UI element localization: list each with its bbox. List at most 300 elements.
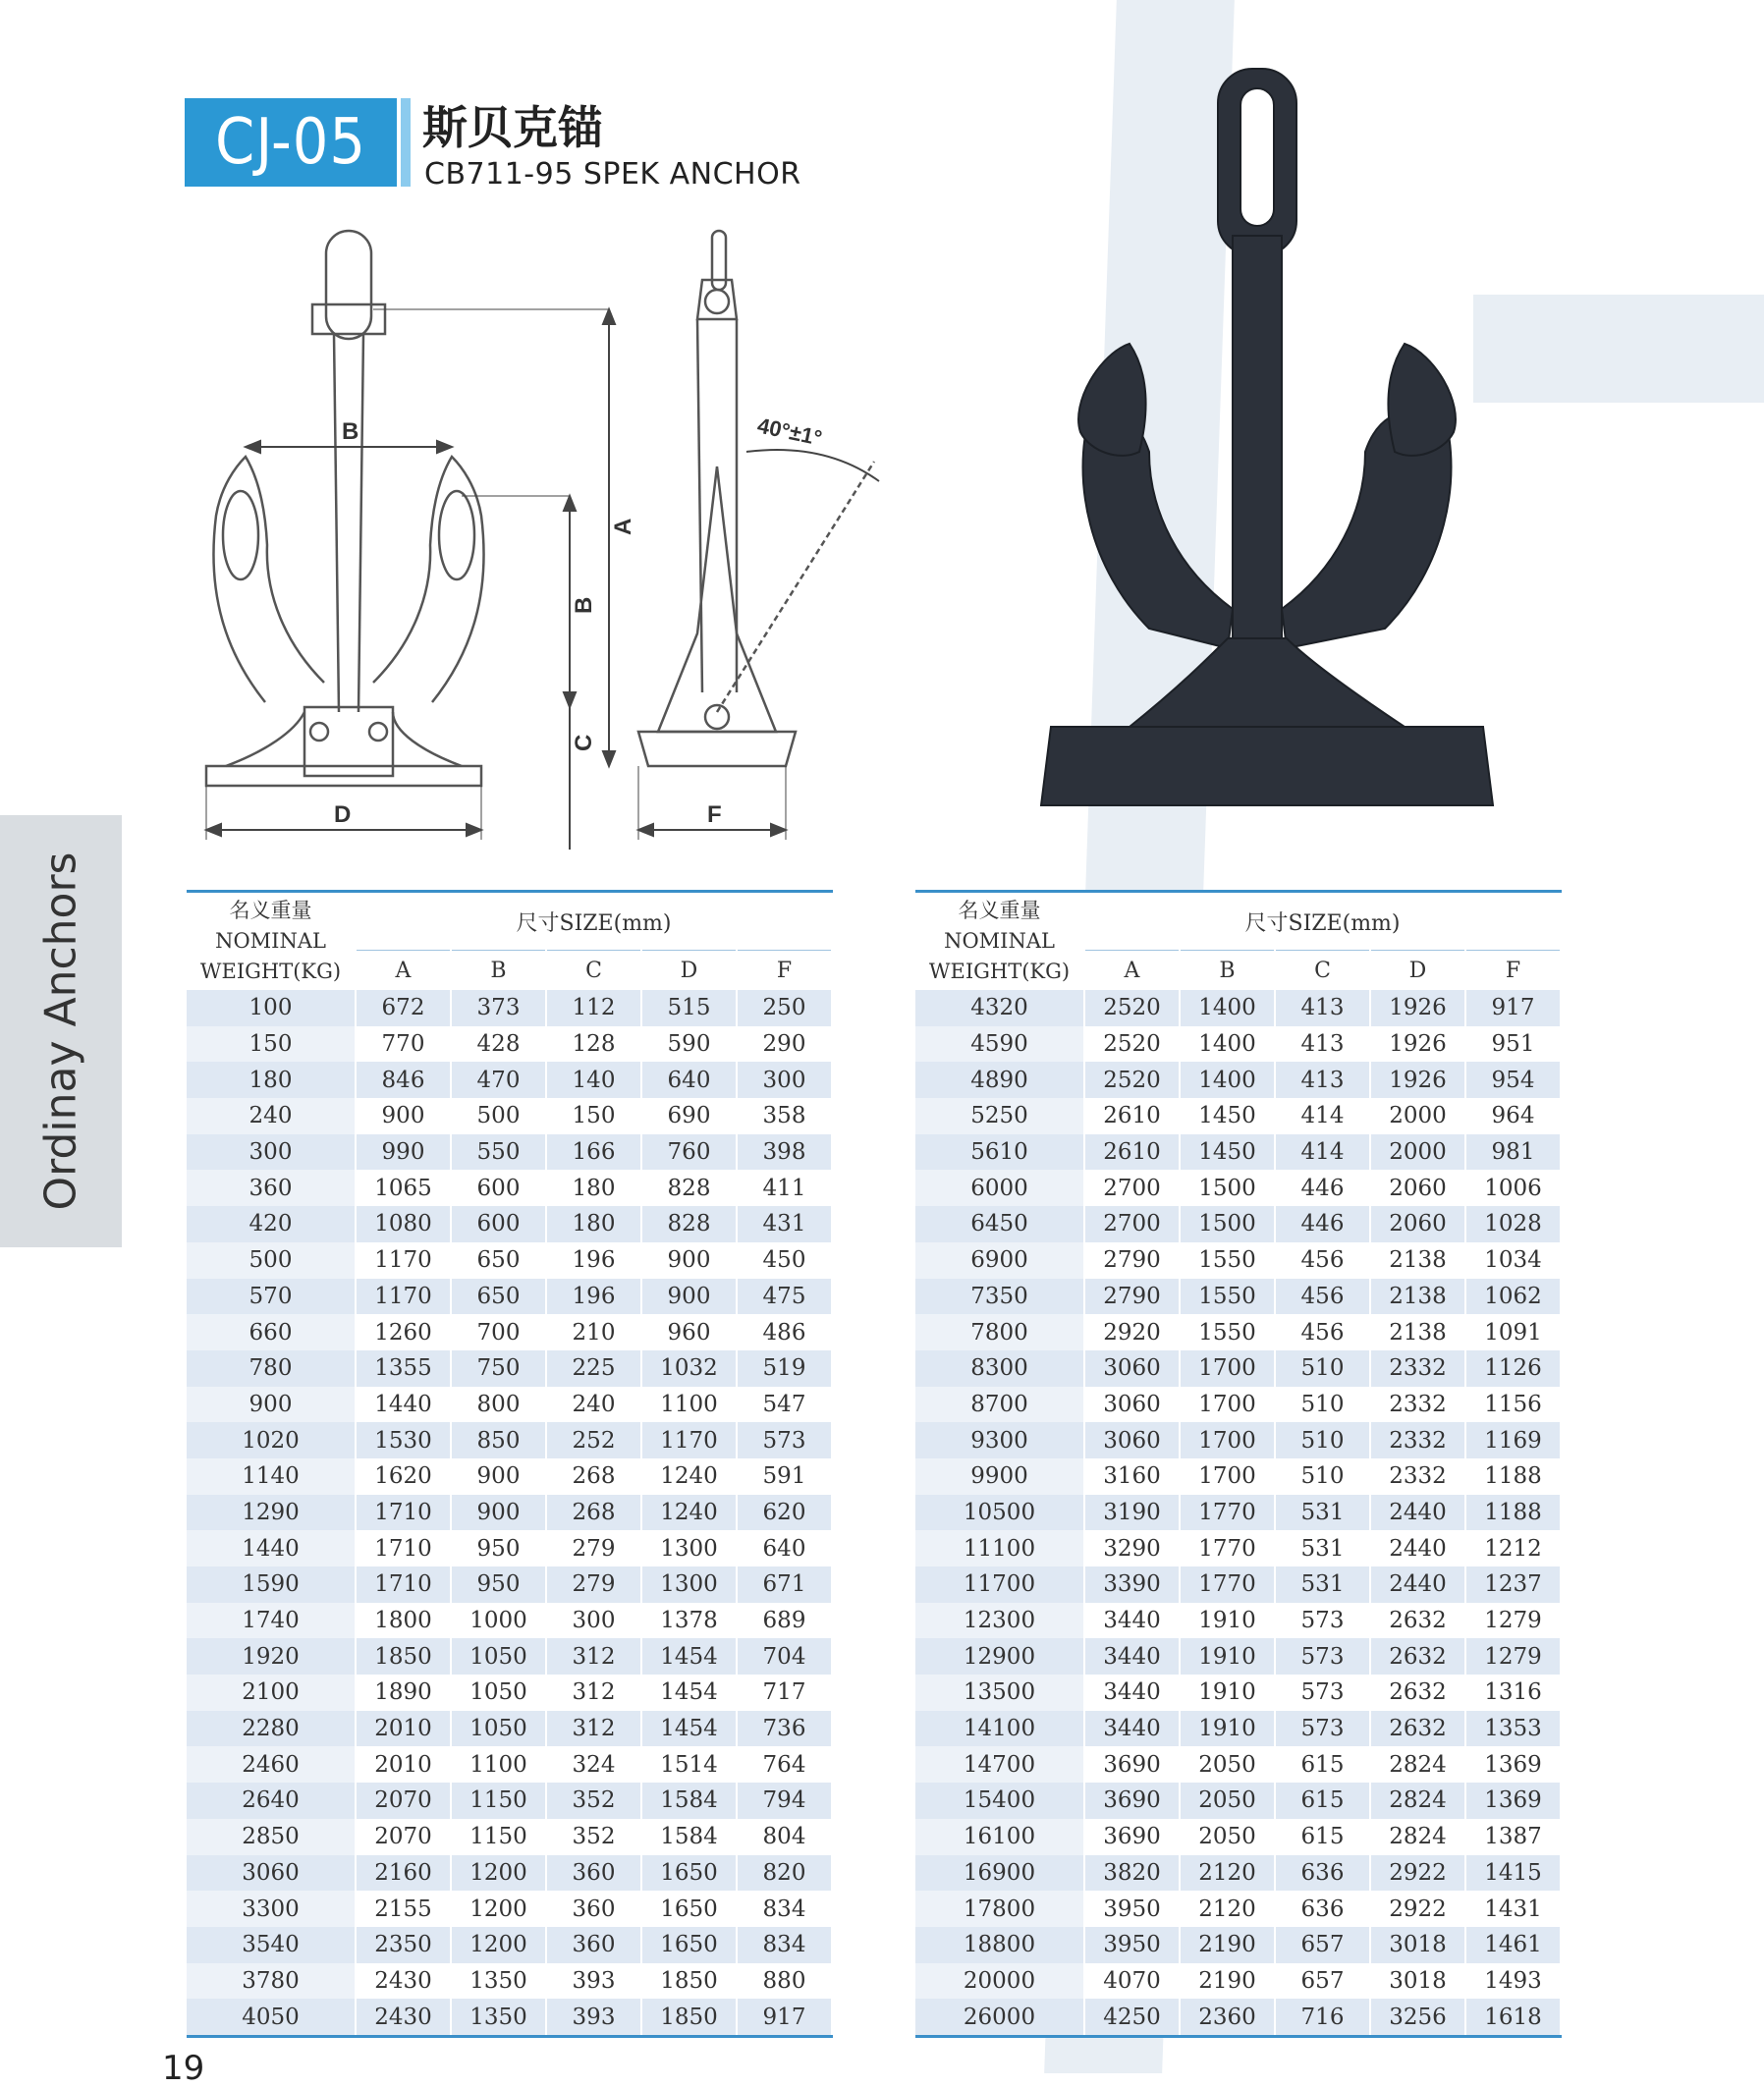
size-cell: 3290 [1084, 1530, 1180, 1566]
size-cell: 1353 [1465, 1711, 1561, 1747]
photo-shackle-hole [1240, 88, 1274, 226]
size-cell: 764 [737, 1746, 832, 1783]
size-cell: 2070 [356, 1819, 451, 1855]
side-tab-label: Ordinay Anchors [35, 852, 86, 1211]
size-cell: 1150 [451, 1819, 546, 1855]
table-row [187, 1711, 832, 1747]
size-cell: 2332 [1370, 1422, 1465, 1458]
size-cell: 615 [1275, 1819, 1370, 1855]
size-cell: 690 [641, 1098, 737, 1134]
size-cell: 166 [546, 1134, 641, 1171]
size-cell: 671 [737, 1566, 832, 1603]
size-cell: 1050 [451, 1675, 546, 1711]
size-cell: 1850 [641, 1963, 737, 2000]
size-cell: 1378 [641, 1603, 737, 1639]
size-cell: 470 [451, 1062, 546, 1098]
size-cell: 828 [641, 1206, 737, 1242]
size-cell: 312 [546, 1675, 641, 1711]
size-cell: 1700 [1180, 1350, 1275, 1387]
label-b-side: B [571, 596, 597, 614]
weight-cell: 4890 [915, 1062, 1084, 1098]
size-cell: 2050 [1180, 1746, 1275, 1783]
photo-fluke-right [1388, 344, 1456, 456]
size-cell: 1650 [641, 1855, 737, 1892]
size-cell: 2138 [1370, 1242, 1465, 1279]
weight-cell: 9300 [915, 1422, 1084, 1458]
size-cell: 547 [737, 1387, 832, 1423]
table-row [187, 1746, 832, 1783]
side-shank-left [697, 319, 702, 692]
size-cell: 1910 [1180, 1711, 1275, 1747]
size-cell: 3440 [1084, 1638, 1180, 1675]
table-row [915, 1566, 1561, 1603]
size-cell: 900 [356, 1098, 451, 1134]
label-a: A [610, 518, 636, 535]
size-cell: 615 [1275, 1783, 1370, 1819]
size-cell: 2190 [1180, 1963, 1275, 2000]
size-cell: 1618 [1465, 1999, 1561, 2036]
size-cell: 279 [546, 1530, 641, 1566]
weight-cell: 420 [187, 1206, 356, 1242]
weight-cell: 300 [187, 1134, 356, 1171]
size-cell: 2632 [1370, 1603, 1465, 1639]
size-cell: 1700 [1180, 1422, 1275, 1458]
size-cell: 834 [737, 1927, 832, 1963]
table-row [915, 1530, 1561, 1566]
size-cell: 1170 [356, 1242, 451, 1279]
column-header-d: D [1370, 951, 1465, 991]
side-tab [0, 815, 122, 1247]
weight-header [915, 892, 1084, 991]
size-cell: 917 [1465, 990, 1561, 1026]
size-cell: 1300 [641, 1530, 737, 1566]
table-row [187, 1963, 832, 2000]
size-cell: 1200 [451, 1855, 546, 1892]
size-cell: 2520 [1084, 1026, 1180, 1063]
size-cell: 1369 [1465, 1783, 1561, 1819]
size-cell: 1188 [1465, 1458, 1561, 1495]
size-cell: 2120 [1180, 1855, 1275, 1892]
size-cell: 268 [546, 1458, 641, 1495]
size-cell: 573 [1275, 1711, 1370, 1747]
size-cell: 636 [1275, 1855, 1370, 1892]
weight-cell: 1140 [187, 1458, 356, 1495]
weight-cell: 4050 [187, 1999, 356, 2036]
size-cell: 373 [451, 990, 546, 1026]
size-cell: 393 [546, 1999, 641, 2036]
weight-cell: 7800 [915, 1314, 1084, 1350]
table-row [187, 1783, 832, 1819]
size-cell: 716 [1275, 1999, 1370, 2036]
weight-cell: 240 [187, 1098, 356, 1134]
size-cell: 398 [737, 1134, 832, 1171]
front-base-curve-left [226, 712, 304, 766]
size-cell: 2610 [1084, 1098, 1180, 1134]
table-row [187, 1927, 832, 1963]
weight-cell: 11700 [915, 1566, 1084, 1603]
size-cell: 900 [451, 1495, 546, 1531]
size-cell: 2920 [1084, 1314, 1180, 1350]
size-cell: 2050 [1180, 1783, 1275, 1819]
size-cell: 360 [546, 1927, 641, 1963]
product-code-badge: CJ-05 [185, 98, 397, 187]
size-cell: 550 [451, 1134, 546, 1171]
size-cell: 1770 [1180, 1530, 1275, 1566]
weight-cell: 2460 [187, 1746, 356, 1783]
size-cell: 515 [641, 990, 737, 1026]
table-row [187, 1134, 832, 1171]
size-cell: 1650 [641, 1891, 737, 1927]
spec-table-right [915, 890, 1562, 2038]
photo-base [1041, 727, 1493, 805]
size-cell: 1240 [641, 1495, 737, 1531]
table-row [915, 1279, 1561, 1315]
size-cell: 510 [1275, 1422, 1370, 1458]
size-cell: 820 [737, 1855, 832, 1892]
weight-cell: 1290 [187, 1495, 356, 1531]
table-row [187, 1999, 832, 2036]
size-cell: 2700 [1084, 1170, 1180, 1206]
size-cell: 1400 [1180, 1062, 1275, 1098]
size-cell: 846 [356, 1062, 451, 1098]
weight-cell: 2640 [187, 1783, 356, 1819]
size-cell: 150 [546, 1098, 641, 1134]
table-row [187, 1422, 832, 1458]
size-cell: 850 [451, 1422, 546, 1458]
table-row [187, 1675, 832, 1711]
size-cell: 531 [1275, 1495, 1370, 1531]
size-header: 尺寸SIZE(mm) [356, 892, 832, 951]
size-cell: 428 [451, 1026, 546, 1063]
size-cell: 1550 [1180, 1242, 1275, 1279]
page-number: 19 [162, 2049, 205, 2088]
size-cell: 1514 [641, 1746, 737, 1783]
size-cell: 1150 [451, 1783, 546, 1819]
size-cell: 1350 [451, 1963, 546, 2000]
size-cell: 1050 [451, 1711, 546, 1747]
column-header-c: C [546, 951, 641, 991]
size-cell: 917 [737, 1999, 832, 2036]
table-row [915, 1314, 1561, 1350]
size-cell: 360 [546, 1855, 641, 1892]
size-cell: 1170 [356, 1279, 451, 1315]
size-cell: 1850 [356, 1638, 451, 1675]
column-header-b: B [1180, 951, 1275, 991]
size-cell: 600 [451, 1170, 546, 1206]
column-header-c: C [1275, 951, 1370, 991]
size-cell: 1910 [1180, 1603, 1275, 1639]
size-cell: 2070 [356, 1783, 451, 1819]
size-cell: 1910 [1180, 1638, 1275, 1675]
size-cell: 531 [1275, 1566, 1370, 1603]
weight-cell: 1920 [187, 1638, 356, 1675]
table-row [915, 1927, 1561, 1963]
label-f: F [707, 801, 722, 828]
size-cell: 2440 [1370, 1566, 1465, 1603]
weight-cell: 660 [187, 1314, 356, 1350]
size-header: 尺寸SIZE(mm) [1084, 892, 1561, 951]
front-shackle [326, 231, 371, 339]
weight-header [187, 892, 356, 991]
size-cell: 1091 [1465, 1314, 1561, 1350]
size-cell: 2190 [1180, 1927, 1275, 1963]
dim-angle-arc [746, 450, 879, 481]
size-cell: 834 [737, 1891, 832, 1927]
size-cell: 2350 [356, 1927, 451, 1963]
table-row [915, 1819, 1561, 1855]
weight-cell: 8300 [915, 1350, 1084, 1387]
size-cell: 3440 [1084, 1675, 1180, 1711]
size-cell: 413 [1275, 1062, 1370, 1098]
size-cell: 636 [1275, 1891, 1370, 1927]
table-row [187, 1206, 832, 1242]
size-cell: 2700 [1084, 1206, 1180, 1242]
size-cell: 1400 [1180, 1026, 1275, 1063]
size-cell: 4250 [1084, 1999, 1180, 2036]
size-cell: 2790 [1084, 1279, 1180, 1315]
size-cell: 500 [451, 1098, 546, 1134]
weight-header-en2: WEIGHT(KG) [199, 960, 342, 983]
column-header-d: D [641, 951, 737, 991]
side-angle-line [717, 462, 874, 712]
table-row [915, 1891, 1561, 1927]
size-cell: 900 [451, 1458, 546, 1495]
photo-fluke-left [1078, 344, 1146, 456]
size-cell: 990 [356, 1134, 451, 1171]
weight-cell: 26000 [915, 1999, 1084, 2036]
weight-cell: 570 [187, 1279, 356, 1315]
label-b-top: B [342, 418, 359, 445]
size-cell: 413 [1275, 990, 1370, 1026]
front-arm-left [213, 457, 324, 702]
table-row [915, 1675, 1561, 1711]
size-cell: 1212 [1465, 1530, 1561, 1566]
anchor-photo [1031, 59, 1503, 825]
weight-cell: 18800 [915, 1927, 1084, 1963]
size-cell: 1034 [1465, 1242, 1561, 1279]
table-row [187, 1350, 832, 1387]
column-header-f: F [737, 951, 832, 991]
size-cell: 519 [737, 1350, 832, 1387]
size-cell: 717 [737, 1675, 832, 1711]
table-row [915, 1387, 1561, 1423]
size-cell: 640 [641, 1062, 737, 1098]
size-cell: 2332 [1370, 1350, 1465, 1387]
size-cell: 360 [546, 1891, 641, 1927]
front-shank-right [358, 334, 363, 712]
table-row [187, 1530, 832, 1566]
size-cell: 3690 [1084, 1783, 1180, 1819]
table-row [187, 1279, 832, 1315]
label-c: C [571, 734, 597, 751]
weight-cell: 900 [187, 1387, 356, 1423]
weight-cell: 6900 [915, 1242, 1084, 1279]
size-cell: 2360 [1180, 1999, 1275, 2036]
size-cell: 3440 [1084, 1603, 1180, 1639]
table-row [915, 1062, 1561, 1098]
size-cell: 510 [1275, 1387, 1370, 1423]
size-cell: 2332 [1370, 1387, 1465, 1423]
table-row [915, 1495, 1561, 1531]
weight-cell: 20000 [915, 1963, 1084, 2000]
table-row [915, 1999, 1561, 2036]
size-cell: 1387 [1465, 1819, 1561, 1855]
size-cell: 446 [1275, 1206, 1370, 1242]
background-shape [1473, 295, 1764, 403]
size-cell: 358 [737, 1098, 832, 1134]
weight-header-en2: WEIGHT(KG) [928, 960, 1071, 983]
size-cell: 486 [737, 1314, 832, 1350]
table-row [915, 1746, 1561, 1783]
table-row [187, 1170, 832, 1206]
weight-header-cn: 名义重量 [229, 899, 312, 922]
table-row [915, 1422, 1561, 1458]
size-cell: 1300 [641, 1566, 737, 1603]
size-cell: 2632 [1370, 1711, 1465, 1747]
weight-cell: 7350 [915, 1279, 1084, 1315]
size-cell: 112 [546, 990, 641, 1026]
product-title-en: CB711-95 SPEK ANCHOR [424, 157, 801, 192]
size-cell: 3060 [1084, 1350, 1180, 1387]
label-d: D [334, 801, 352, 828]
size-cell: 3440 [1084, 1711, 1180, 1747]
front-base-curve-right [393, 712, 462, 766]
weight-cell: 9900 [915, 1458, 1084, 1495]
side-shank-eye [705, 290, 729, 313]
size-cell: 1770 [1180, 1566, 1275, 1603]
size-cell: 590 [641, 1026, 737, 1063]
size-cell: 1461 [1465, 1927, 1561, 1963]
size-cell: 431 [737, 1206, 832, 1242]
size-cell: 414 [1275, 1098, 1370, 1134]
table-row [187, 1242, 832, 1279]
size-cell: 1062 [1465, 1279, 1561, 1315]
weight-cell: 1440 [187, 1530, 356, 1566]
weight-cell: 12900 [915, 1638, 1084, 1675]
size-cell: 1454 [641, 1638, 737, 1675]
size-cell: 1454 [641, 1711, 737, 1747]
size-cell: 250 [737, 990, 832, 1026]
size-cell: 352 [546, 1819, 641, 1855]
size-cell: 1350 [451, 1999, 546, 2036]
size-cell: 2610 [1084, 1134, 1180, 1171]
size-cell: 3060 [1084, 1422, 1180, 1458]
front-fluke-left [223, 491, 258, 579]
size-cell: 2790 [1084, 1242, 1180, 1279]
size-cell: 3018 [1370, 1963, 1465, 2000]
table-row [915, 1206, 1561, 1242]
size-cell: 1710 [356, 1566, 451, 1603]
size-cell: 279 [546, 1566, 641, 1603]
size-cell: 1550 [1180, 1314, 1275, 1350]
size-cell: 3018 [1370, 1927, 1465, 1963]
table-row [915, 1350, 1561, 1387]
size-cell: 1550 [1180, 1279, 1275, 1315]
size-cell: 414 [1275, 1134, 1370, 1171]
column-header-a: A [356, 951, 451, 991]
weight-cell: 17800 [915, 1891, 1084, 1927]
size-cell: 2155 [356, 1891, 451, 1927]
table-row [915, 1783, 1561, 1819]
size-cell: 954 [1465, 1062, 1561, 1098]
size-cell: 2010 [356, 1711, 451, 1747]
size-cell: 573 [1275, 1675, 1370, 1711]
size-cell: 510 [1275, 1350, 1370, 1387]
table-row [187, 990, 832, 1026]
side-base [638, 732, 796, 766]
column-header-f: F [1465, 951, 1561, 991]
size-cell: 951 [1465, 1026, 1561, 1063]
spec-table-left [187, 890, 833, 2038]
size-cell: 770 [356, 1026, 451, 1063]
size-cell: 1500 [1180, 1170, 1275, 1206]
table-row [915, 1458, 1561, 1495]
size-cell: 981 [1465, 1134, 1561, 1171]
table-row [187, 1458, 832, 1495]
size-cell: 1240 [641, 1458, 737, 1495]
table-row [915, 1134, 1561, 1171]
photo-shank [1233, 236, 1282, 658]
size-cell: 2632 [1370, 1675, 1465, 1711]
weight-cell: 2280 [187, 1711, 356, 1747]
size-cell: 620 [737, 1495, 832, 1531]
size-cell: 650 [451, 1242, 546, 1279]
size-cell: 2430 [356, 1999, 451, 2036]
size-cell: 3820 [1084, 1855, 1180, 1892]
table-row [187, 1855, 832, 1892]
size-cell: 1584 [641, 1819, 737, 1855]
size-cell: 704 [737, 1638, 832, 1675]
front-crown-pin-left [310, 723, 328, 741]
size-cell: 1200 [451, 1927, 546, 1963]
weight-cell: 13500 [915, 1675, 1084, 1711]
weight-cell: 6450 [915, 1206, 1084, 1242]
size-cell: 300 [546, 1603, 641, 1639]
table-row [915, 1711, 1561, 1747]
size-cell: 2430 [356, 1963, 451, 2000]
size-cell: 2010 [356, 1746, 451, 1783]
weight-cell: 14100 [915, 1711, 1084, 1747]
size-cell: 1400 [1180, 990, 1275, 1026]
size-cell: 1169 [1465, 1422, 1561, 1458]
size-cell: 689 [737, 1603, 832, 1639]
size-cell: 828 [641, 1170, 737, 1206]
size-cell: 736 [737, 1711, 832, 1747]
size-cell: 196 [546, 1242, 641, 1279]
weight-cell: 360 [187, 1170, 356, 1206]
front-arm-right [373, 457, 484, 702]
size-cell: 1188 [1465, 1495, 1561, 1531]
size-cell: 900 [641, 1279, 737, 1315]
size-cell: 140 [546, 1062, 641, 1098]
size-cell: 1890 [356, 1675, 451, 1711]
weight-cell: 6000 [915, 1170, 1084, 1206]
weight-cell: 3780 [187, 1963, 356, 2000]
weight-cell: 3060 [187, 1855, 356, 1892]
label-angle: 40°±1° [754, 412, 825, 451]
front-shank-left [334, 334, 339, 712]
weight-cell: 100 [187, 990, 356, 1026]
table-row [915, 990, 1561, 1026]
size-cell: 2138 [1370, 1279, 1465, 1315]
size-cell: 128 [546, 1026, 641, 1063]
size-cell: 1770 [1180, 1495, 1275, 1531]
weight-cell: 14700 [915, 1746, 1084, 1783]
weight-cell: 2850 [187, 1819, 356, 1855]
size-cell: 2050 [1180, 1819, 1275, 1855]
size-cell: 456 [1275, 1242, 1370, 1279]
size-cell: 2520 [1084, 990, 1180, 1026]
